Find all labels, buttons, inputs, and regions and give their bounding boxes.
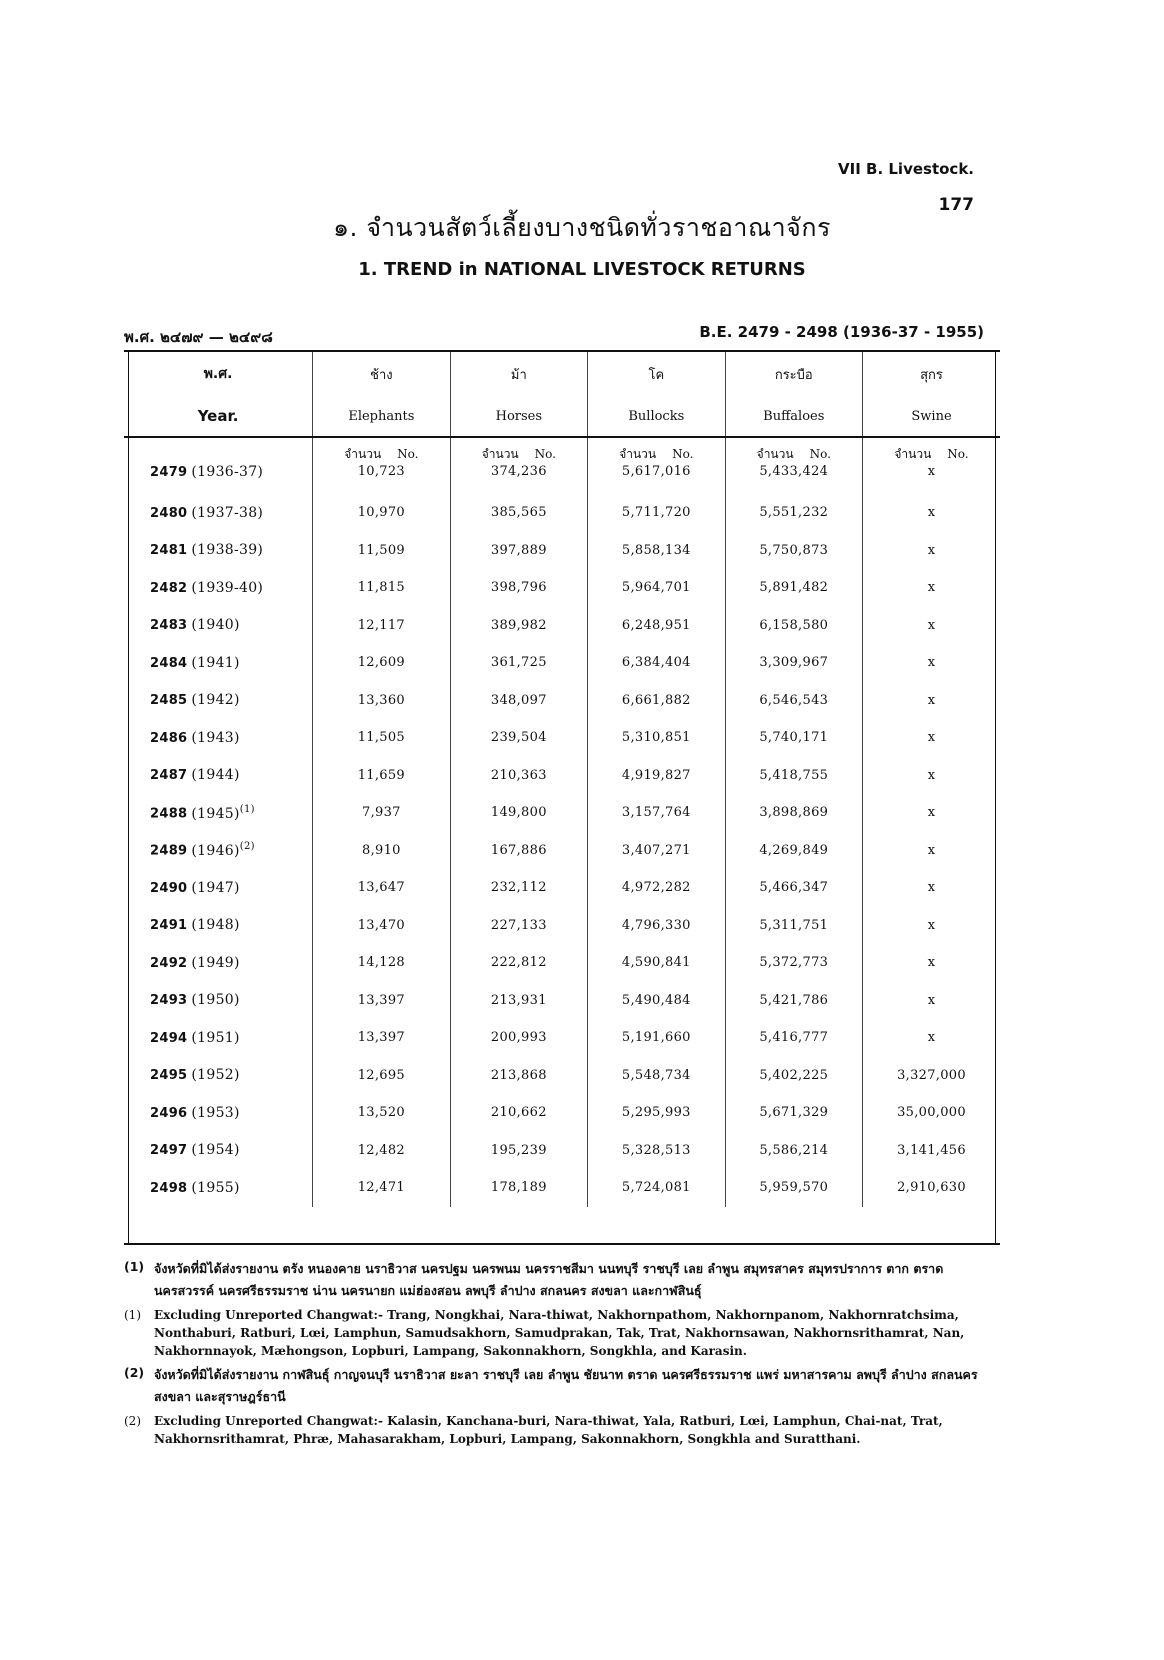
column-header: Swine [863, 396, 1000, 437]
year-ad: (1942) [191, 692, 240, 709]
table-row [124, 682, 1000, 720]
horses-cell: 389,982 [450, 607, 587, 645]
elephants-cell: 13,520 [313, 1094, 450, 1132]
table-row [124, 1057, 1000, 1095]
unit-label: No. [672, 447, 694, 461]
column-header: Elephants [313, 396, 450, 437]
horses-cell: 239,504 [450, 719, 587, 757]
horses-cell: 213,931 [450, 982, 587, 1020]
elephants-cell: 8,910 [313, 832, 450, 870]
horses-cell: 210,662 [450, 1094, 587, 1132]
footnote-text: จังหวัดที่มิได้ส่งรายงาน ตรัง หนองคาย นราธิวาส นครปฐม นครพนม นครราชสีมา นนทบุรี ราชบุรี เลย ลำพูน สมุทรสาคร สมุทรปราการ ตาก ตราด นครสวรรค์ นครศรีธรรมราช น่าน นครนายก แม่ฮ่องสอน ลพบุรี ลำปาง สกลนคร สงขลา และกาฬสินธุ์ [154, 1261, 944, 1298]
swine-cell: x [863, 757, 1000, 795]
year-range: B.E. 2479 - 2498 (1936-37 - 1955) [699, 323, 984, 341]
bullocks-cell: 6,661,882 [588, 682, 725, 720]
table-row [124, 494, 1000, 532]
year-be: 2479 [150, 465, 188, 480]
unit-cell [313, 437, 450, 464]
horses-cell: 149,800 [450, 794, 587, 832]
horses-cell: 361,725 [450, 644, 587, 682]
bullocks-cell: 4,972,282 [588, 869, 725, 907]
year-be: 2497 [150, 1143, 188, 1159]
column-header: Buffaloes [725, 396, 862, 437]
year-ad: (1951) [191, 1029, 240, 1046]
year-ad: (1944) [191, 767, 240, 784]
buffaloes-cell: 5,551,232 [725, 494, 862, 532]
bullocks-cell: 4,919,827 [588, 757, 725, 795]
buffaloes-cell: 5,372,773 [725, 944, 862, 982]
year-ad: (1948) [191, 917, 240, 934]
horses-cell: 397,889 [450, 532, 587, 570]
year-ad: (1940) [191, 617, 240, 634]
elephants-cell: 13,647 [313, 869, 450, 907]
swine-cell: x [863, 682, 1000, 720]
footnote [124, 1258, 1004, 1302]
year-ad: (1943) [191, 729, 240, 746]
year-cell [124, 907, 313, 945]
elephants-cell: 12,482 [313, 1132, 450, 1170]
year-cell [124, 794, 313, 832]
swine-cell: 35,00,000 [863, 1094, 1000, 1132]
unit-label-thai: จำนวน [619, 447, 657, 461]
unit-cell [450, 437, 587, 464]
year-be: 2490 [150, 880, 188, 896]
horses-cell: 222,812 [450, 944, 587, 982]
horses-cell: 398,796 [450, 569, 587, 607]
elephants-cell: 13,397 [313, 1019, 450, 1057]
elephants-cell: 11,815 [313, 569, 450, 607]
swine-cell: x [863, 532, 1000, 570]
bullocks-cell: 3,157,764 [588, 794, 725, 832]
swine-cell: 3,327,000 [863, 1057, 1000, 1095]
buffaloes-cell: 5,402,225 [725, 1057, 862, 1095]
buffaloes-cell: 5,750,873 [725, 532, 862, 570]
footnote-text: จังหวัดที่มิได้ส่งรายงาน กาฬสินธุ์ กาญจนบุรี นราธิวาส ยะลา ราชบุรี เลย ลำพูน ชัยนาท ตราด นครศรีธรรมราช แพร่ มหาสารคาม ลพบุรี ลำปาง สกลนคร สงขลา และสุราษฎร์ธานี [154, 1367, 978, 1404]
table-row [124, 607, 1000, 645]
year-be: 2484 [150, 655, 188, 671]
year-be: 2498 [150, 1180, 188, 1196]
unit-label: No. [397, 447, 419, 461]
unit-label-thai: จำนวน [344, 447, 382, 461]
bullocks-cell: 4,796,330 [588, 907, 725, 945]
footnote-text: Excluding Unreported Changwat:- Trang, Nongkhai, Nara-thiwat, Nakhornpathom, Nakhornpanom, Nakhornratchsima, Nonthaburi, Ratburi, Lœi, Lamphun, Samudsakhorn, Samudprakan, Tak, Trat, Nakhornsawan, Nakhornsrithamrat, Nan, Nakhornnayok, Mæhongson, Lopburi, Lampang, Sakonnakhorn, Songkhla, and Karasin. [154, 1308, 965, 1358]
year-ad: (1939-40) [191, 579, 264, 596]
swine-cell: x [863, 644, 1000, 682]
year-cell [124, 982, 313, 1020]
year-ad: (1936-37) [191, 464, 264, 480]
header-row-english [124, 396, 1000, 437]
buffaloes-cell: 5,421,786 [725, 982, 862, 1020]
elephants-cell: 13,397 [313, 982, 450, 1020]
year-cell [124, 532, 313, 570]
swine-cell: x [863, 569, 1000, 607]
column-header: Year. [124, 396, 313, 437]
year-ad: (1953) [191, 1104, 240, 1121]
elephants-cell: 7,937 [313, 794, 450, 832]
year-be: 2493 [150, 993, 188, 1009]
swine-cell: x [863, 794, 1000, 832]
buffaloes-cell: 5,740,171 [725, 719, 862, 757]
year-cell [124, 757, 313, 795]
bullocks-cell: 5,490,484 [588, 982, 725, 1020]
year-ad: (1945) [191, 805, 240, 822]
footnote-marker: (2) [239, 841, 255, 853]
year-cell [124, 464, 313, 494]
unit-label: No. [947, 447, 969, 461]
bullocks-cell: 6,248,951 [588, 607, 725, 645]
year-ad: (1938-39) [191, 542, 264, 559]
table-row [124, 719, 1000, 757]
livestock-table [124, 352, 1000, 1207]
year-ad: (1954) [191, 1142, 240, 1159]
horses-cell: 227,133 [450, 907, 587, 945]
year-cell [124, 682, 313, 720]
elephants-cell: 11,659 [313, 757, 450, 795]
footnote-mark: (2) [124, 1414, 141, 1428]
year-be: 2495 [150, 1068, 188, 1084]
table-row [124, 757, 1000, 795]
year-cell [124, 832, 313, 870]
column-header-thai: พ.ศ. [203, 366, 233, 382]
table-row [124, 1132, 1000, 1170]
horses-cell: 178,189 [450, 1169, 587, 1207]
year-cell [124, 1019, 313, 1057]
table-row [124, 464, 1000, 494]
buffaloes-cell: 5,433,424 [725, 464, 862, 494]
year-ad: (1946) [191, 843, 240, 860]
year-be: 2487 [150, 768, 188, 784]
column-header-thai: ช้าง [313, 352, 450, 396]
year-ad: (1950) [191, 992, 240, 1009]
footnote [124, 1306, 1004, 1360]
buffaloes-cell: 5,311,751 [725, 907, 862, 945]
footnote-text: Excluding Unreported Changwat:- Kalasin, Kanchana-buri, Nara-thiwat, Yala, Ratburi, Lœi, Lamphun, Chai-nat, Trat, Nakhornsrithamrat, Phræ, Mahasarakham, Lopburi, Lampang, Sakonnakhorn, Songkhla and Suratthani. [154, 1414, 943, 1446]
footnote-marker: (1) [239, 803, 255, 815]
unit-row [124, 437, 1000, 464]
swine-cell: x [863, 494, 1000, 532]
swine-cell: x [863, 869, 1000, 907]
column-header-thai: ม้า [450, 352, 587, 396]
bullocks-cell: 3,407,271 [588, 832, 725, 870]
table-row [124, 644, 1000, 682]
elephants-cell: 10,723 [313, 464, 450, 494]
year-be: 2491 [150, 918, 188, 934]
bullocks-cell: 5,964,701 [588, 569, 725, 607]
unit-label-thai: จำนวน [481, 447, 519, 461]
horses-cell: 195,239 [450, 1132, 587, 1170]
year-be: 2486 [150, 730, 188, 746]
year-ad: (1952) [191, 1067, 240, 1084]
year-cell [124, 1094, 313, 1132]
year-be: 2492 [150, 955, 188, 971]
year-ad: (1941) [191, 654, 240, 671]
bullocks-cell: 5,617,016 [588, 464, 725, 494]
footnote [124, 1412, 1004, 1448]
year-ad: (1955) [191, 1179, 240, 1196]
table-body [124, 437, 1000, 1207]
year-cell [124, 494, 313, 532]
header-row-thai [124, 352, 1000, 396]
year-be: 2480 [150, 505, 188, 521]
bullocks-cell: 5,295,993 [588, 1094, 725, 1132]
unit-label-thai: จำนวน [894, 447, 932, 461]
year-be: 2481 [150, 543, 188, 559]
year-be: 2489 [150, 844, 188, 860]
elephants-cell: 12,471 [313, 1169, 450, 1207]
footnote-mark: (1) [124, 1308, 141, 1322]
year-be: 2496 [150, 1105, 188, 1121]
table-row [124, 1169, 1000, 1207]
elephants-cell: 12,117 [313, 607, 450, 645]
footnote-mark: (1) [124, 1259, 145, 1274]
buffaloes-cell: 5,671,329 [725, 1094, 862, 1132]
year-be: 2485 [150, 693, 188, 709]
year-cell [124, 607, 313, 645]
swine-cell: x [863, 832, 1000, 870]
unit-label-thai: จำนวน [756, 447, 794, 461]
table-row [124, 832, 1000, 870]
bullocks-cell: 5,310,851 [588, 719, 725, 757]
year-cell [124, 1132, 313, 1170]
unit-label: No. [534, 447, 556, 461]
swine-cell: 3,141,456 [863, 1132, 1000, 1170]
column-header-thai: กระบือ [725, 352, 862, 396]
horses-cell: 348,097 [450, 682, 587, 720]
year-cell [124, 1057, 313, 1095]
unit-cell-empty [124, 437, 313, 464]
bullocks-cell: 5,858,134 [588, 532, 725, 570]
swine-cell: x [863, 607, 1000, 645]
table-row [124, 532, 1000, 570]
table-row [124, 869, 1000, 907]
table-row [124, 1094, 1000, 1132]
horses-cell: 232,112 [450, 869, 587, 907]
bullocks-cell: 6,384,404 [588, 644, 725, 682]
bullocks-cell: 5,328,513 [588, 1132, 725, 1170]
horses-cell: 167,886 [450, 832, 587, 870]
swine-cell: x [863, 464, 1000, 494]
livestock-table-frame [124, 350, 1000, 1245]
column-header-thai: โค [588, 352, 725, 396]
swine-cell: x [863, 907, 1000, 945]
section-label: VII B. Livestock. [838, 160, 974, 178]
swine-cell: x [863, 944, 1000, 982]
horses-cell: 385,565 [450, 494, 587, 532]
year-ad: (1947) [191, 879, 240, 896]
buffaloes-cell: 3,309,967 [725, 644, 862, 682]
table-row [124, 569, 1000, 607]
elephants-cell: 13,470 [313, 907, 450, 945]
elephants-cell: 12,695 [313, 1057, 450, 1095]
page-title-thai: ๑. จำนวนสัตว์เลี้ยงบางชนิดทั่วราชอาณาจักร [333, 213, 831, 242]
year-cell [124, 869, 313, 907]
footnote [124, 1364, 1004, 1408]
bullocks-cell: 5,724,081 [588, 1169, 725, 1207]
elephants-cell: 11,505 [313, 719, 450, 757]
buffaloes-cell: 5,586,214 [725, 1132, 862, 1170]
elephants-cell: 10,970 [313, 494, 450, 532]
year-be: 2483 [150, 618, 188, 634]
horses-cell: 213,868 [450, 1057, 587, 1095]
year-cell [124, 569, 313, 607]
year-ad: (1937-38) [191, 504, 264, 521]
elephants-cell: 12,609 [313, 644, 450, 682]
buffaloes-cell: 6,158,580 [725, 607, 862, 645]
column-header: Bullocks [588, 396, 725, 437]
year-ad: (1949) [191, 954, 240, 971]
table-row [124, 794, 1000, 832]
year-cell [124, 644, 313, 682]
table-row [124, 907, 1000, 945]
table-row [124, 1019, 1000, 1057]
year-range-thai: พ.ศ. ๒๔๗๙ — ๒๔๙๘ [124, 328, 273, 346]
buffaloes-cell: 6,546,543 [725, 682, 862, 720]
column-header-thai: สุกร [863, 352, 1000, 396]
table-row [124, 982, 1000, 1020]
buffaloes-cell: 5,466,347 [725, 869, 862, 907]
column-header: Horses [450, 396, 587, 437]
footnote-mark: (2) [124, 1365, 145, 1380]
year-cell [124, 719, 313, 757]
year-cell [124, 944, 313, 982]
year-be: 2488 [150, 806, 188, 822]
unit-cell [725, 437, 862, 464]
swine-cell: x [863, 1019, 1000, 1057]
year-be: 2482 [150, 580, 188, 596]
swine-cell: x [863, 719, 1000, 757]
year-cell [124, 1169, 313, 1207]
buffaloes-cell: 4,269,849 [725, 832, 862, 870]
buffaloes-cell: 5,418,755 [725, 757, 862, 795]
elephants-cell: 13,360 [313, 682, 450, 720]
unit-cell [863, 437, 1000, 464]
unit-label: No. [809, 447, 831, 461]
table-row [124, 944, 1000, 982]
buffaloes-cell: 5,891,482 [725, 569, 862, 607]
unit-cell [588, 437, 725, 464]
year-be: 2494 [150, 1030, 188, 1046]
page-number: 177 [938, 195, 974, 215]
bullocks-cell: 5,711,720 [588, 494, 725, 532]
horses-cell: 210,363 [450, 757, 587, 795]
swine-cell: x [863, 982, 1000, 1020]
buffaloes-cell: 5,959,570 [725, 1169, 862, 1207]
swine-cell: 2,910,630 [863, 1169, 1000, 1207]
horses-cell: 200,993 [450, 1019, 587, 1057]
page-title: 1. TREND in NATIONAL LIVESTOCK RETURNS [358, 259, 806, 280]
footnotes [124, 1258, 1004, 1452]
elephants-cell: 11,509 [313, 532, 450, 570]
horses-cell: 374,236 [450, 464, 587, 494]
bullocks-cell: 5,191,660 [588, 1019, 725, 1057]
bullocks-cell: 4,590,841 [588, 944, 725, 982]
buffaloes-cell: 3,898,869 [725, 794, 862, 832]
bullocks-cell: 5,548,734 [588, 1057, 725, 1095]
elephants-cell: 14,128 [313, 944, 450, 982]
buffaloes-cell: 5,416,777 [725, 1019, 862, 1057]
